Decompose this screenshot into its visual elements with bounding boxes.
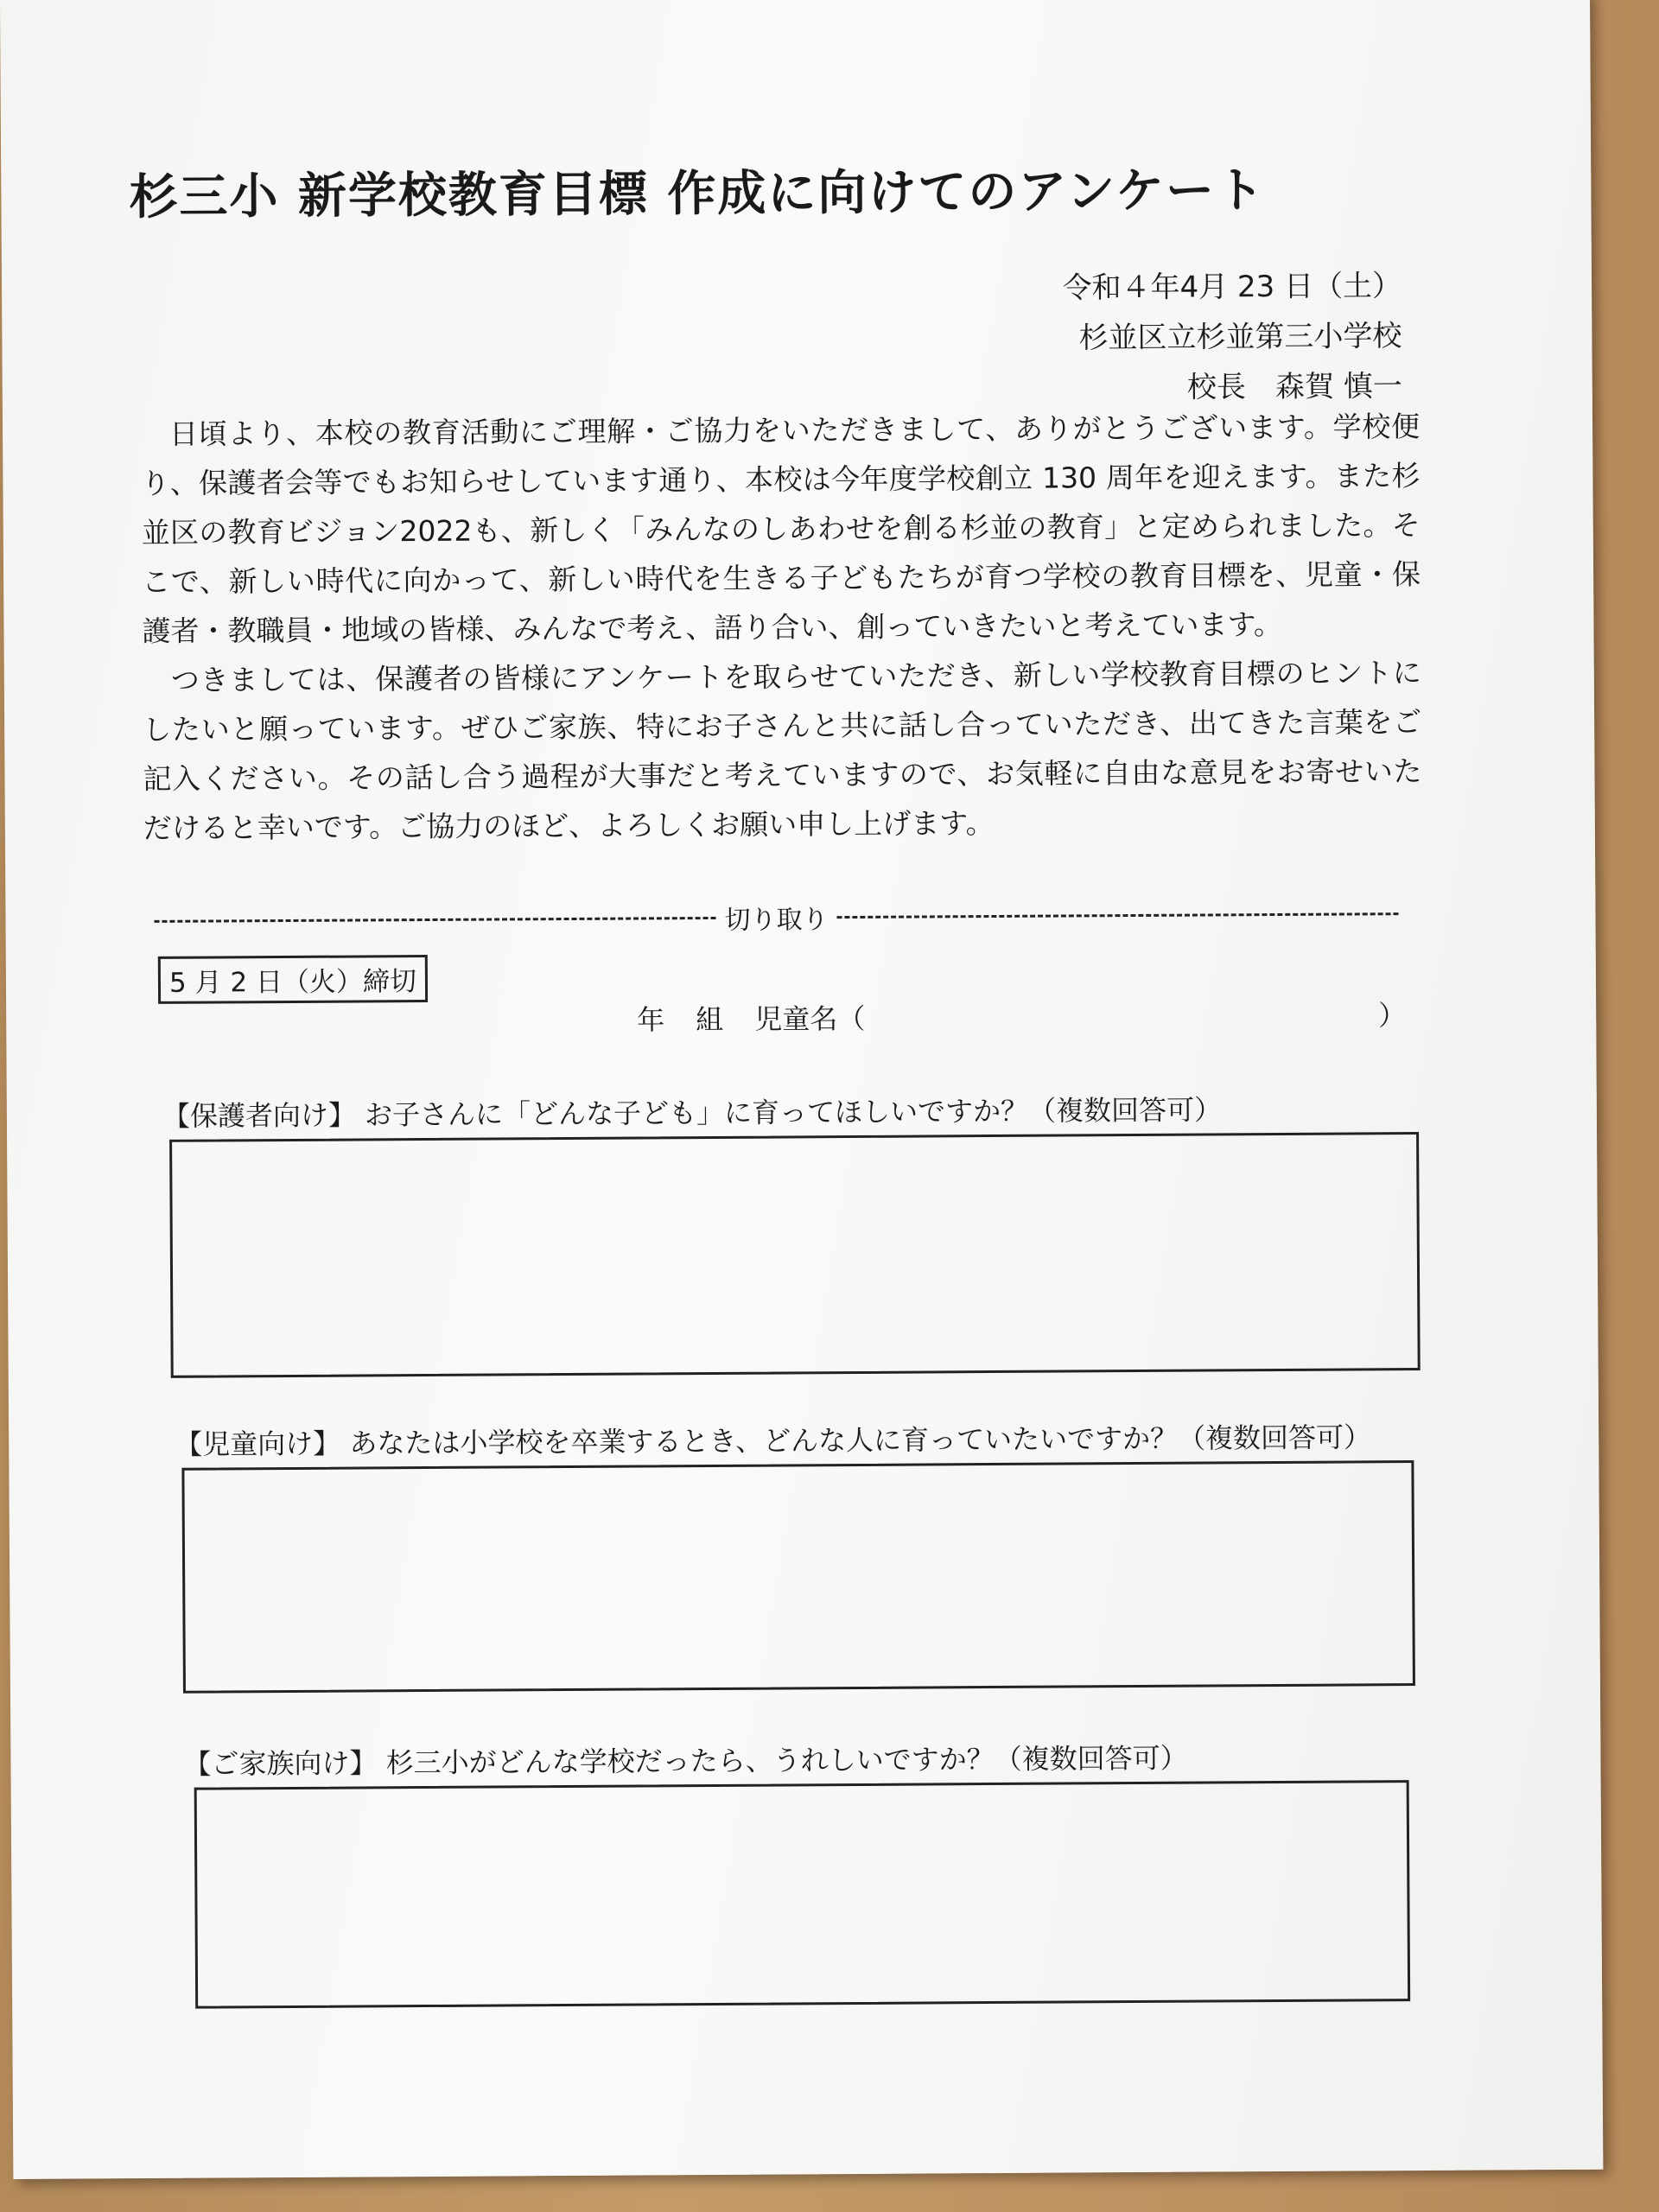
page-title: 杉三小 新学校教育目標 作成に向けてのアンケート bbox=[129, 162, 1267, 226]
cut-dash-left bbox=[155, 916, 716, 922]
cut-line bbox=[154, 894, 1398, 940]
student-name-field[interactable] bbox=[865, 994, 1378, 1037]
paragraph: つきましては、保護者の皆様にアンケートを取らせていただき、新しい学校教育目標のヒントにしたいと願っています。ぜひご家族、特にお子さんと共に話し合っていただき、出てきた言葉をご記入ください。その話し合う過程が大事だと考えていますので、お気軽に自由な意見をお寄せいただけると幸いです。ご協力のほど、よろしくお願い申し上げます。 bbox=[143, 655, 1422, 846]
question-parents: 【保護者向け】 お子さんに「どんな子ども」に育ってほしいですか？（複数回答可） bbox=[162, 1093, 1223, 1133]
student-name-line bbox=[637, 994, 1406, 1038]
answer-box-parents[interactable] bbox=[169, 1132, 1421, 1378]
cut-dash-right bbox=[836, 912, 1398, 918]
principal-name: 校長 森賀 慎一 bbox=[1186, 369, 1402, 405]
class-label: 組 bbox=[696, 1002, 724, 1037]
answer-box-family[interactable] bbox=[194, 1780, 1411, 2009]
student-name-label: 児童名（ bbox=[754, 1001, 866, 1036]
sender-block bbox=[1062, 261, 1402, 413]
issue-date: 令和４年4月 23 日（土） bbox=[1062, 269, 1402, 306]
school-name: 杉並区立杉並第三小学校 bbox=[1078, 319, 1402, 356]
paragraph: 日頃より、本校の教育活動にご理解・ご協力をいただきまして、ありがとうございます。学校便り、保護者会等でもお知らせしています通り、本校は今年度学校創立 130 周年を迎えます。また杉並区の教育ビジョン2022も、新しく「みんなのしあわせを創る杉並の教育」と定められました。そこで、新しい時代に向かって、新しい時代を生きる子どもたちが育つ学校の教育目標を、児童・保護者・教職員・地域の皆様、みんなで考え、語り合い、創っていきたいと考えています。 bbox=[141, 409, 1421, 649]
grade-label: 年 bbox=[637, 1003, 665, 1037]
deadline-badge: 5 月 2 日（火）締切 bbox=[158, 955, 428, 1004]
question-family: 【ご家族向け】 杉三小がどんな学校だったら、うれしいですか？（複数回答可） bbox=[183, 1741, 1188, 1781]
student-name-close: ） bbox=[1378, 999, 1407, 1033]
cut-label: 切り取り bbox=[724, 905, 829, 936]
question-students: 【児童向け】 あなたは小学校を卒業するとき、どんな人に育っていたいですか？（複数回答可） bbox=[175, 1421, 1372, 1461]
answer-box-students[interactable] bbox=[181, 1460, 1415, 1694]
letter-body bbox=[141, 402, 1422, 853]
